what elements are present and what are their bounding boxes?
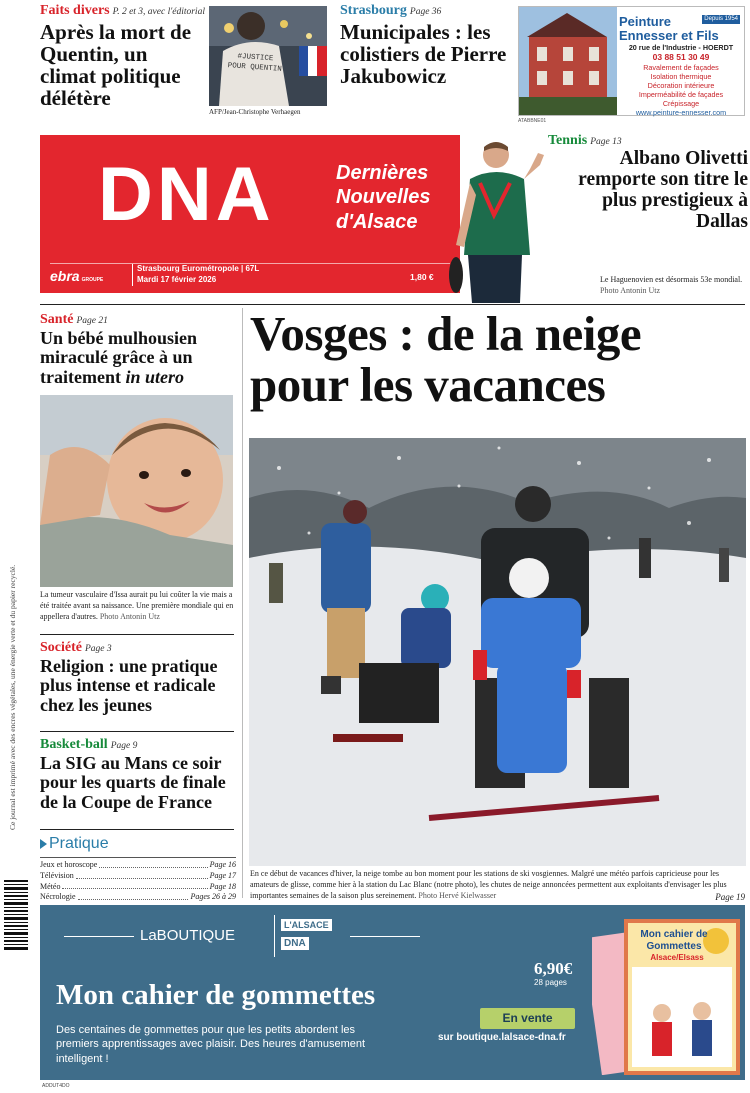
headline: Municipales : les colistiers de Pierre Jakubowicz bbox=[340, 20, 507, 89]
headline: Albano Olivetti remporte son titre le plus prestigieux à Dallas bbox=[578, 148, 748, 232]
en-vente-button[interactable]: En vente bbox=[480, 1008, 575, 1029]
newspaper-name bbox=[336, 161, 430, 234]
divider bbox=[242, 308, 243, 898]
ad-url[interactable]: sur boutique.lalsace-dna.fr bbox=[438, 1032, 566, 1043]
ad-ennesser[interactable] bbox=[518, 6, 745, 116]
pratique-title: Pratique bbox=[49, 835, 109, 852]
main-headline[interactable]: Vosges : de la neige pour les vacances bbox=[250, 306, 642, 412]
credit: Photo Antonin Utz bbox=[600, 285, 661, 295]
divider bbox=[40, 731, 234, 732]
divider bbox=[64, 936, 134, 937]
chevron-right-icon bbox=[40, 839, 47, 849]
masthead[interactable] bbox=[40, 135, 460, 293]
ad-url[interactable]: www.peinture-ennesser.com bbox=[635, 107, 727, 117]
ski-photo bbox=[249, 438, 746, 866]
dna-logo[interactable]: DNA bbox=[98, 152, 275, 237]
headline: Religion : une pratique plus intense et radicale chez les jeunes bbox=[40, 656, 218, 715]
divider bbox=[40, 829, 234, 830]
eco-notice-text: Ce journal est imprimé avec des encres végétales, une énergie verte et du papier recyclé. bbox=[8, 564, 17, 830]
teaser-strasbourg[interactable] bbox=[340, 3, 510, 87]
kicker: Faits divers P. 2 et 3, avec l'éditorial bbox=[40, 3, 205, 18]
ad-service: Isolation thermique bbox=[650, 71, 712, 81]
ad-service: Décoration intérieure bbox=[647, 80, 715, 90]
date: Mardi 17 février 2026 bbox=[137, 274, 217, 284]
book-subtitle: Alsace/Elsass bbox=[650, 953, 704, 962]
kicker: Société Page 3 bbox=[40, 640, 112, 655]
lalsace-logo: L'ALSACE bbox=[281, 919, 332, 931]
ad-code: ADDUT4DO bbox=[42, 1083, 70, 1089]
photo-sign: #JUSTICE POUR QUENTIN bbox=[227, 52, 282, 74]
headline: Après la mort de Quentin, un climat politique délétère bbox=[40, 20, 192, 111]
pratique-row[interactable]: Jeux et horoscope Page 16 bbox=[40, 860, 236, 869]
divider bbox=[40, 634, 234, 635]
name-line: d'Alsace bbox=[336, 210, 418, 233]
teaser-tennis[interactable] bbox=[548, 133, 748, 232]
ad-description: Des centaines de gommettes pour que les petits abordent les premiers apprentissages avec plaisir. Des heures d'amusement intelligent ! bbox=[56, 1024, 366, 1065]
name-line: Dernières bbox=[336, 162, 429, 184]
masthead-bar bbox=[50, 263, 450, 285]
ad-service: Ravalement de façades bbox=[643, 62, 719, 72]
baby-caption bbox=[40, 590, 236, 622]
name-line: Nouvelles bbox=[336, 186, 431, 209]
headline: Un bébé mulhousien miraculé grâce à un traitement in utero bbox=[40, 328, 198, 387]
headline: La SIG au Mans ce soir pour les quarts de finale de la Coupe de France bbox=[40, 753, 226, 812]
ad-code: ATABBNE01 bbox=[518, 118, 547, 124]
edition-info bbox=[132, 264, 259, 286]
price: 1,80 € bbox=[410, 272, 434, 282]
credit: Photo Hervé Kielwasser bbox=[418, 890, 497, 900]
since-badge: Depuis 1954 bbox=[704, 16, 738, 22]
ad-phone[interactable]: 03 88 51 30 49 bbox=[652, 52, 710, 62]
book-title: Mon cahier de Gommettes bbox=[640, 929, 708, 952]
edition: Strasbourg Eurométropole | 67L bbox=[137, 264, 260, 273]
page-ref[interactable]: Page 19 bbox=[715, 891, 745, 902]
eco-notice bbox=[4, 470, 22, 830]
barcode bbox=[4, 878, 28, 953]
photo-credit: AFP/Jean-Christophe Verhaegen bbox=[209, 108, 301, 116]
ad-price: 6,90€ bbox=[534, 959, 573, 978]
brand-line-2: Ennesser et Fils bbox=[619, 27, 719, 43]
baby-photo bbox=[40, 395, 233, 587]
main-caption bbox=[250, 869, 745, 903]
ad-boutique[interactable] bbox=[40, 905, 745, 1080]
pratique-box bbox=[40, 835, 236, 903]
tennis-caption bbox=[600, 275, 745, 297]
quentin-photo bbox=[209, 6, 327, 106]
ad-service: Crépissage bbox=[662, 98, 700, 108]
partner-logos bbox=[274, 915, 332, 957]
credit: Photo Antonin Utz bbox=[99, 611, 160, 621]
ad-pages: 28 pages bbox=[534, 978, 567, 987]
divider bbox=[40, 304, 745, 305]
tennis-player-photo bbox=[444, 135, 544, 303]
pratique-header bbox=[40, 835, 236, 853]
kicker: Basket-ball Page 9 bbox=[40, 737, 138, 752]
kicker: Santé Page 21 bbox=[40, 312, 108, 327]
divider bbox=[350, 936, 420, 937]
teaser-sante[interactable] bbox=[40, 312, 236, 387]
teaser-faits-divers[interactable] bbox=[40, 3, 208, 109]
house-photo bbox=[519, 7, 617, 115]
ad-service: Imperméabilité de façades bbox=[638, 89, 724, 99]
ebra-logo: ebra GROUPE bbox=[50, 268, 104, 284]
pratique-row[interactable]: Télévision Page 17 bbox=[40, 870, 236, 880]
pratique-row[interactable]: Nécrologie Pages 26 à 29 bbox=[40, 892, 236, 902]
kicker: Strasbourg Page 36 bbox=[340, 3, 442, 18]
pratique-row[interactable]: Météo Page 18 bbox=[40, 881, 236, 891]
dna-small-logo: DNA bbox=[281, 937, 309, 950]
caption-text: La tumeur vasculaire d'Issa aurait pu lui coûter la vie mais a été traitée avant sa naissance. Une première mondiale qui en appellera d'autres. bbox=[40, 590, 234, 621]
boutique-logo: LaBOUTIQUE bbox=[140, 927, 236, 944]
teaser-basket[interactable] bbox=[40, 737, 236, 812]
kicker: Tennis Page 13 bbox=[548, 133, 622, 148]
teaser-societe[interactable] bbox=[40, 640, 236, 715]
brand-line-1: Peinture bbox=[619, 14, 672, 29]
sticker-book-image bbox=[592, 915, 740, 1075]
ad-address: 20 rue de l'Industrie - HOERDT bbox=[628, 43, 734, 52]
ad-details bbox=[619, 43, 743, 117]
ad-brand bbox=[619, 15, 743, 42]
caption-text: En ce début de vacances d'hiver, la neige tombe au bon moment pour les stations de ski vosgiennes. Malgré une météo parfois capricieuse pour les amateurs de glisse, comme hier à la station du Lac Blanc (notre photo), les chutes de neige annoncées permettent aux exploitants d'envisager les plus importantes semaines de la saison plus sereinement. bbox=[250, 869, 727, 900]
caption-text: Le Haguenovien est désormais 53e mondial. bbox=[600, 275, 743, 284]
ad-title: Mon cahier de gommettes bbox=[56, 979, 376, 1011]
